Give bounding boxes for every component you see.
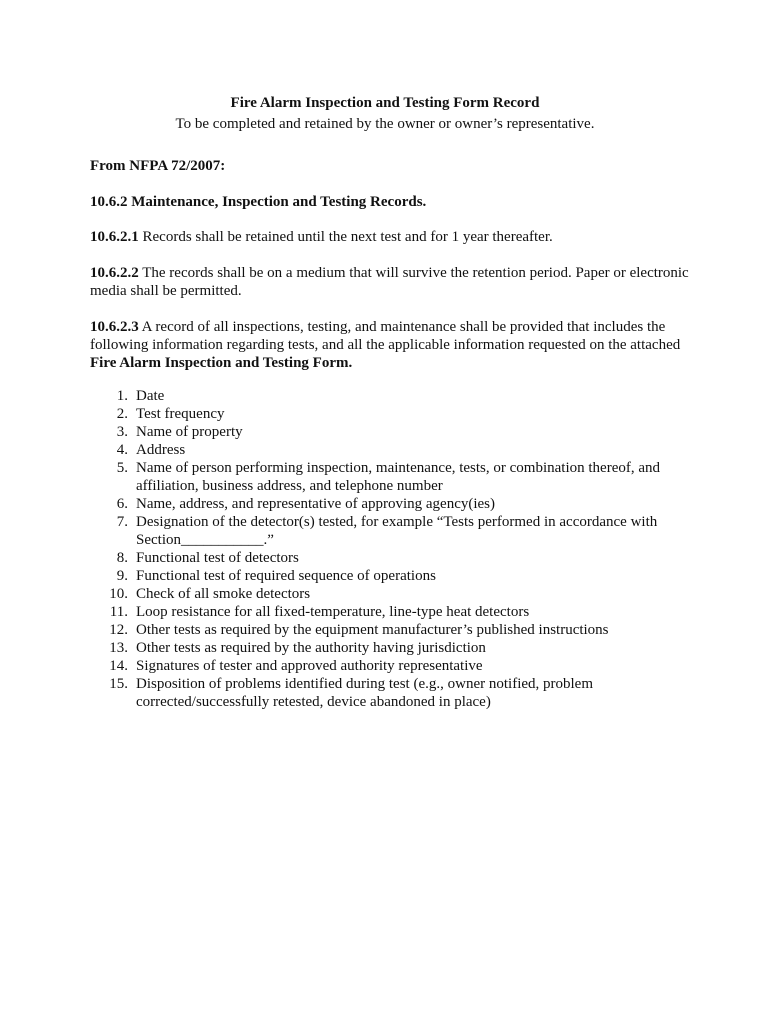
list-item <box>90 657 690 675</box>
list-item <box>90 405 690 423</box>
list-text: Designation of the detector(s) tested, for example “Tests performed in accordance with Section___________.” <box>136 514 658 548</box>
document-subtitle: To be completed and retained by the owner or owner’s representative. <box>175 116 595 132</box>
list-item <box>90 441 690 459</box>
list-item <box>90 513 690 549</box>
list-number: 4. <box>116 442 128 458</box>
list-number: 14. <box>109 658 128 674</box>
record-requirements-list <box>90 387 690 711</box>
list-item <box>90 639 690 657</box>
list-number: 10. <box>109 586 128 602</box>
paragraph-number: 10.6.2.3 <box>90 319 139 335</box>
list-item <box>90 675 690 711</box>
list-number: 2. <box>116 406 128 422</box>
paragraph-10-6-2-2 <box>90 264 690 300</box>
list-text: Name, address, and representative of approving agency(ies) <box>136 496 496 512</box>
paragraph-number: 10.6.2.2 <box>90 265 139 281</box>
list-text: Disposition of problems identified during test (e.g., owner notified, problem corrected/successfully retested, device abandoned in place) <box>136 676 594 710</box>
list-number: 9. <box>116 568 128 584</box>
list-item <box>90 459 690 495</box>
list-item <box>90 495 690 513</box>
list-text: Name of property <box>136 424 243 440</box>
list-text: Test frequency <box>136 406 225 422</box>
list-item <box>90 387 690 405</box>
paragraph-text: Records shall be retained until the next test and for 1 year thereafter. <box>138 229 553 245</box>
list-item <box>90 567 690 585</box>
section-heading: 10.6.2 Maintenance, Inspection and Testing Records. <box>90 194 427 210</box>
paragraph-10-6-2-1 <box>90 228 690 246</box>
paragraph-text: The records shall be on a medium that will survive the retention period. Paper or electronic media shall be permitted. <box>90 265 689 299</box>
list-item <box>90 621 690 639</box>
list-text: Other tests as required by the authority having jurisdiction <box>136 640 486 656</box>
list-item <box>90 585 690 603</box>
list-text: Signatures of tester and approved authority representative <box>136 658 483 674</box>
list-number: 8. <box>116 550 128 566</box>
list-text: Date <box>136 388 165 404</box>
list-number: 7. <box>116 514 128 530</box>
list-number: 11. <box>109 604 128 620</box>
list-text: Address <box>136 442 186 458</box>
list-item <box>90 549 690 567</box>
list-number: 6. <box>116 496 128 512</box>
document-title: Fire Alarm Inspection and Testing Form Record <box>230 95 540 111</box>
form-reference: Fire Alarm Inspection and Testing Form. <box>90 355 353 371</box>
paragraph-10-6-2-3 <box>90 318 690 372</box>
list-text: Functional test of required sequence of operations <box>136 568 436 584</box>
list-text: Name of person performing inspection, maintenance, tests, or combination thereof, and affiliation, business address, and telephone number <box>136 460 661 494</box>
list-text: Loop resistance for all fixed-temperature, line-type heat detectors <box>136 604 530 620</box>
source-heading: From NFPA 72/2007: <box>90 158 226 174</box>
paragraph-text: A record of all inspections, testing, and maintenance shall be provided that includes the following information regarding tests, and all the applicable information requested on the attached <box>90 319 681 353</box>
list-text: Check of all smoke detectors <box>136 586 311 602</box>
list-number: 13. <box>109 640 128 656</box>
list-number: 3. <box>116 424 128 440</box>
list-number: 5. <box>116 460 128 476</box>
paragraph-number: 10.6.2.1 <box>90 229 139 245</box>
list-number: 15. <box>109 676 128 692</box>
list-text: Other tests as required by the equipment manufacturer’s published instructions <box>136 622 609 638</box>
list-number: 1. <box>116 388 128 404</box>
list-item <box>90 603 690 621</box>
list-item <box>90 423 690 441</box>
list-number: 12. <box>109 622 128 638</box>
list-text: Functional test of detectors <box>136 550 299 566</box>
